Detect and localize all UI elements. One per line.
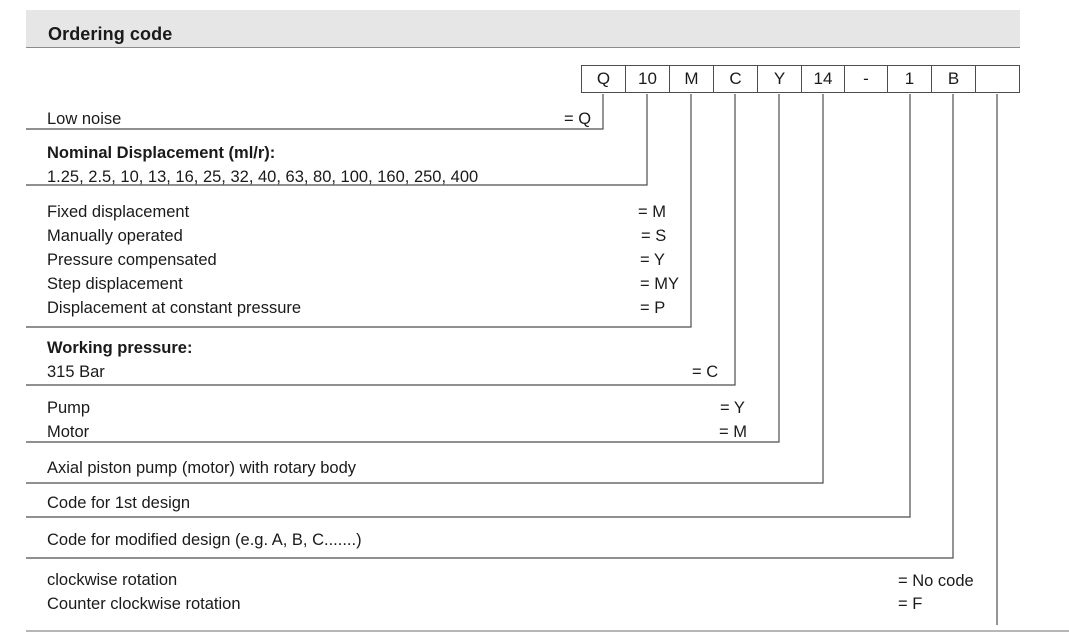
mode-label-motor: Motor [47, 423, 90, 441]
code-box-8: 1 [887, 65, 932, 93]
rotation-value-cw: = No code [898, 572, 974, 590]
pressure-label: 315 Bar [47, 363, 105, 381]
control-label-step: Step displacement [47, 275, 183, 293]
control-label-pressure-comp: Pressure compensated [47, 251, 217, 269]
control-value-pressure-comp: = Y [640, 251, 665, 269]
displacement-values: 1.25, 2.5, 10, 13, 16, 25, 32, 40, 63, 80, 100, 160, 250, 400 [47, 168, 479, 186]
control-value-step: = MY [640, 275, 679, 293]
mode-label-pump: Pump [47, 399, 91, 417]
control-value-manual: = S [641, 227, 667, 245]
control-value-constant: = P [640, 299, 666, 317]
code-box-1: Q [581, 65, 626, 93]
mode-value-motor: = M [719, 423, 747, 441]
pressure-heading: Working pressure: [47, 339, 193, 357]
code-box-6: 14 [801, 65, 845, 93]
code-box-10 [975, 65, 1020, 93]
code-box-9: B [931, 65, 976, 93]
mode-value-pump: = Y [720, 399, 745, 417]
low-noise-label: Low noise [47, 110, 122, 128]
code-box-5: Y [757, 65, 802, 93]
control-value-fixed: = M [638, 203, 666, 221]
displacement-heading: Nominal Displacement (ml/r): [47, 144, 276, 162]
low-noise-value: = Q [564, 110, 592, 128]
connector-b [26, 94, 953, 558]
code-box-7: - [844, 65, 888, 93]
rotation-value-ccw: = F [898, 595, 923, 613]
pressure-value: = C [692, 363, 719, 381]
code-box-2: 10 [625, 65, 670, 93]
rotation-label-cw: clockwise rotation [47, 571, 178, 589]
page-title: Ordering code [48, 24, 173, 44]
code-box-3: M [669, 65, 714, 93]
control-label-constant: Displacement at constant pressure [47, 299, 302, 317]
rotation-label-ccw: Counter clockwise rotation [47, 595, 241, 613]
design-label: Code for 1st design [47, 494, 191, 512]
control-label-manual: Manually operated [47, 227, 183, 245]
modified-label: Code for modified design (e.g. A, B, C.......) [47, 531, 362, 549]
control-label-fixed: Fixed displacement [47, 203, 190, 221]
body-label: Axial piston pump (motor) with rotary body [47, 459, 357, 477]
code-box-4: C [713, 65, 758, 93]
